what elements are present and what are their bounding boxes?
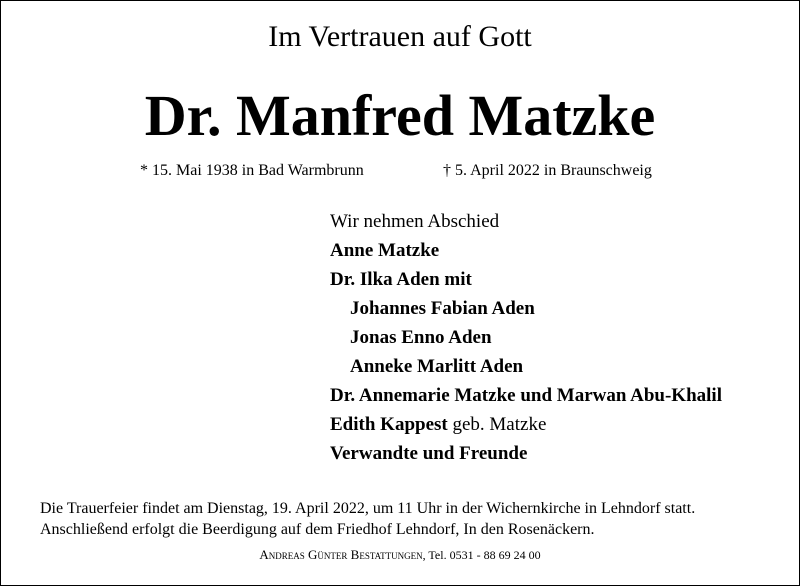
mourner-maiden-name: geb. Matzke <box>452 414 547 435</box>
deceased-name: Dr. Manfred Matzke <box>144 83 656 148</box>
mourners-intro: Wir nehmen Abschied <box>330 211 500 232</box>
burial-line: Anschließend erfolgt die Beerdigung auf dem Friedhof Lehndorf, In den Rosenäckern. <box>40 521 595 538</box>
mourner-edith <box>330 410 722 439</box>
birth-info: * 15. Mai 1938 in Bad Warmbrunn <box>140 162 364 179</box>
mourners-list <box>330 207 722 468</box>
mourner: Johannes Fabian Aden <box>350 298 535 319</box>
undertaker-info <box>0 546 800 564</box>
mourner: Jonas Enno Aden <box>350 327 492 348</box>
mourner: Anneke Marlitt Aden <box>350 356 524 377</box>
mourner: Dr. Ilka Aden mit <box>330 269 472 290</box>
death-info: † 5. April 2022 in Braunschweig <box>443 162 652 179</box>
funeral-line: Die Trauerfeier findet am Dienstag, 19. April 2022, um 11 Uhr in der Wichernkirche in Lehndorf statt. <box>40 500 696 517</box>
mourner: Verwandte und Freunde <box>330 443 528 464</box>
funeral-info <box>40 498 695 540</box>
undertaker-phone: , Tel. 0531 - 88 69 24 00 <box>422 548 541 562</box>
mourner: Anne Matzke <box>330 240 440 261</box>
motto: Im Vertrauen auf Gott <box>268 20 532 53</box>
undertaker-name: Andreas Günter Bestattungen <box>259 547 423 562</box>
mourner: Dr. Annemarie Matzke und Marwan Abu-Khalil <box>330 385 722 406</box>
mourner-name: Edith Kappest <box>330 414 448 435</box>
